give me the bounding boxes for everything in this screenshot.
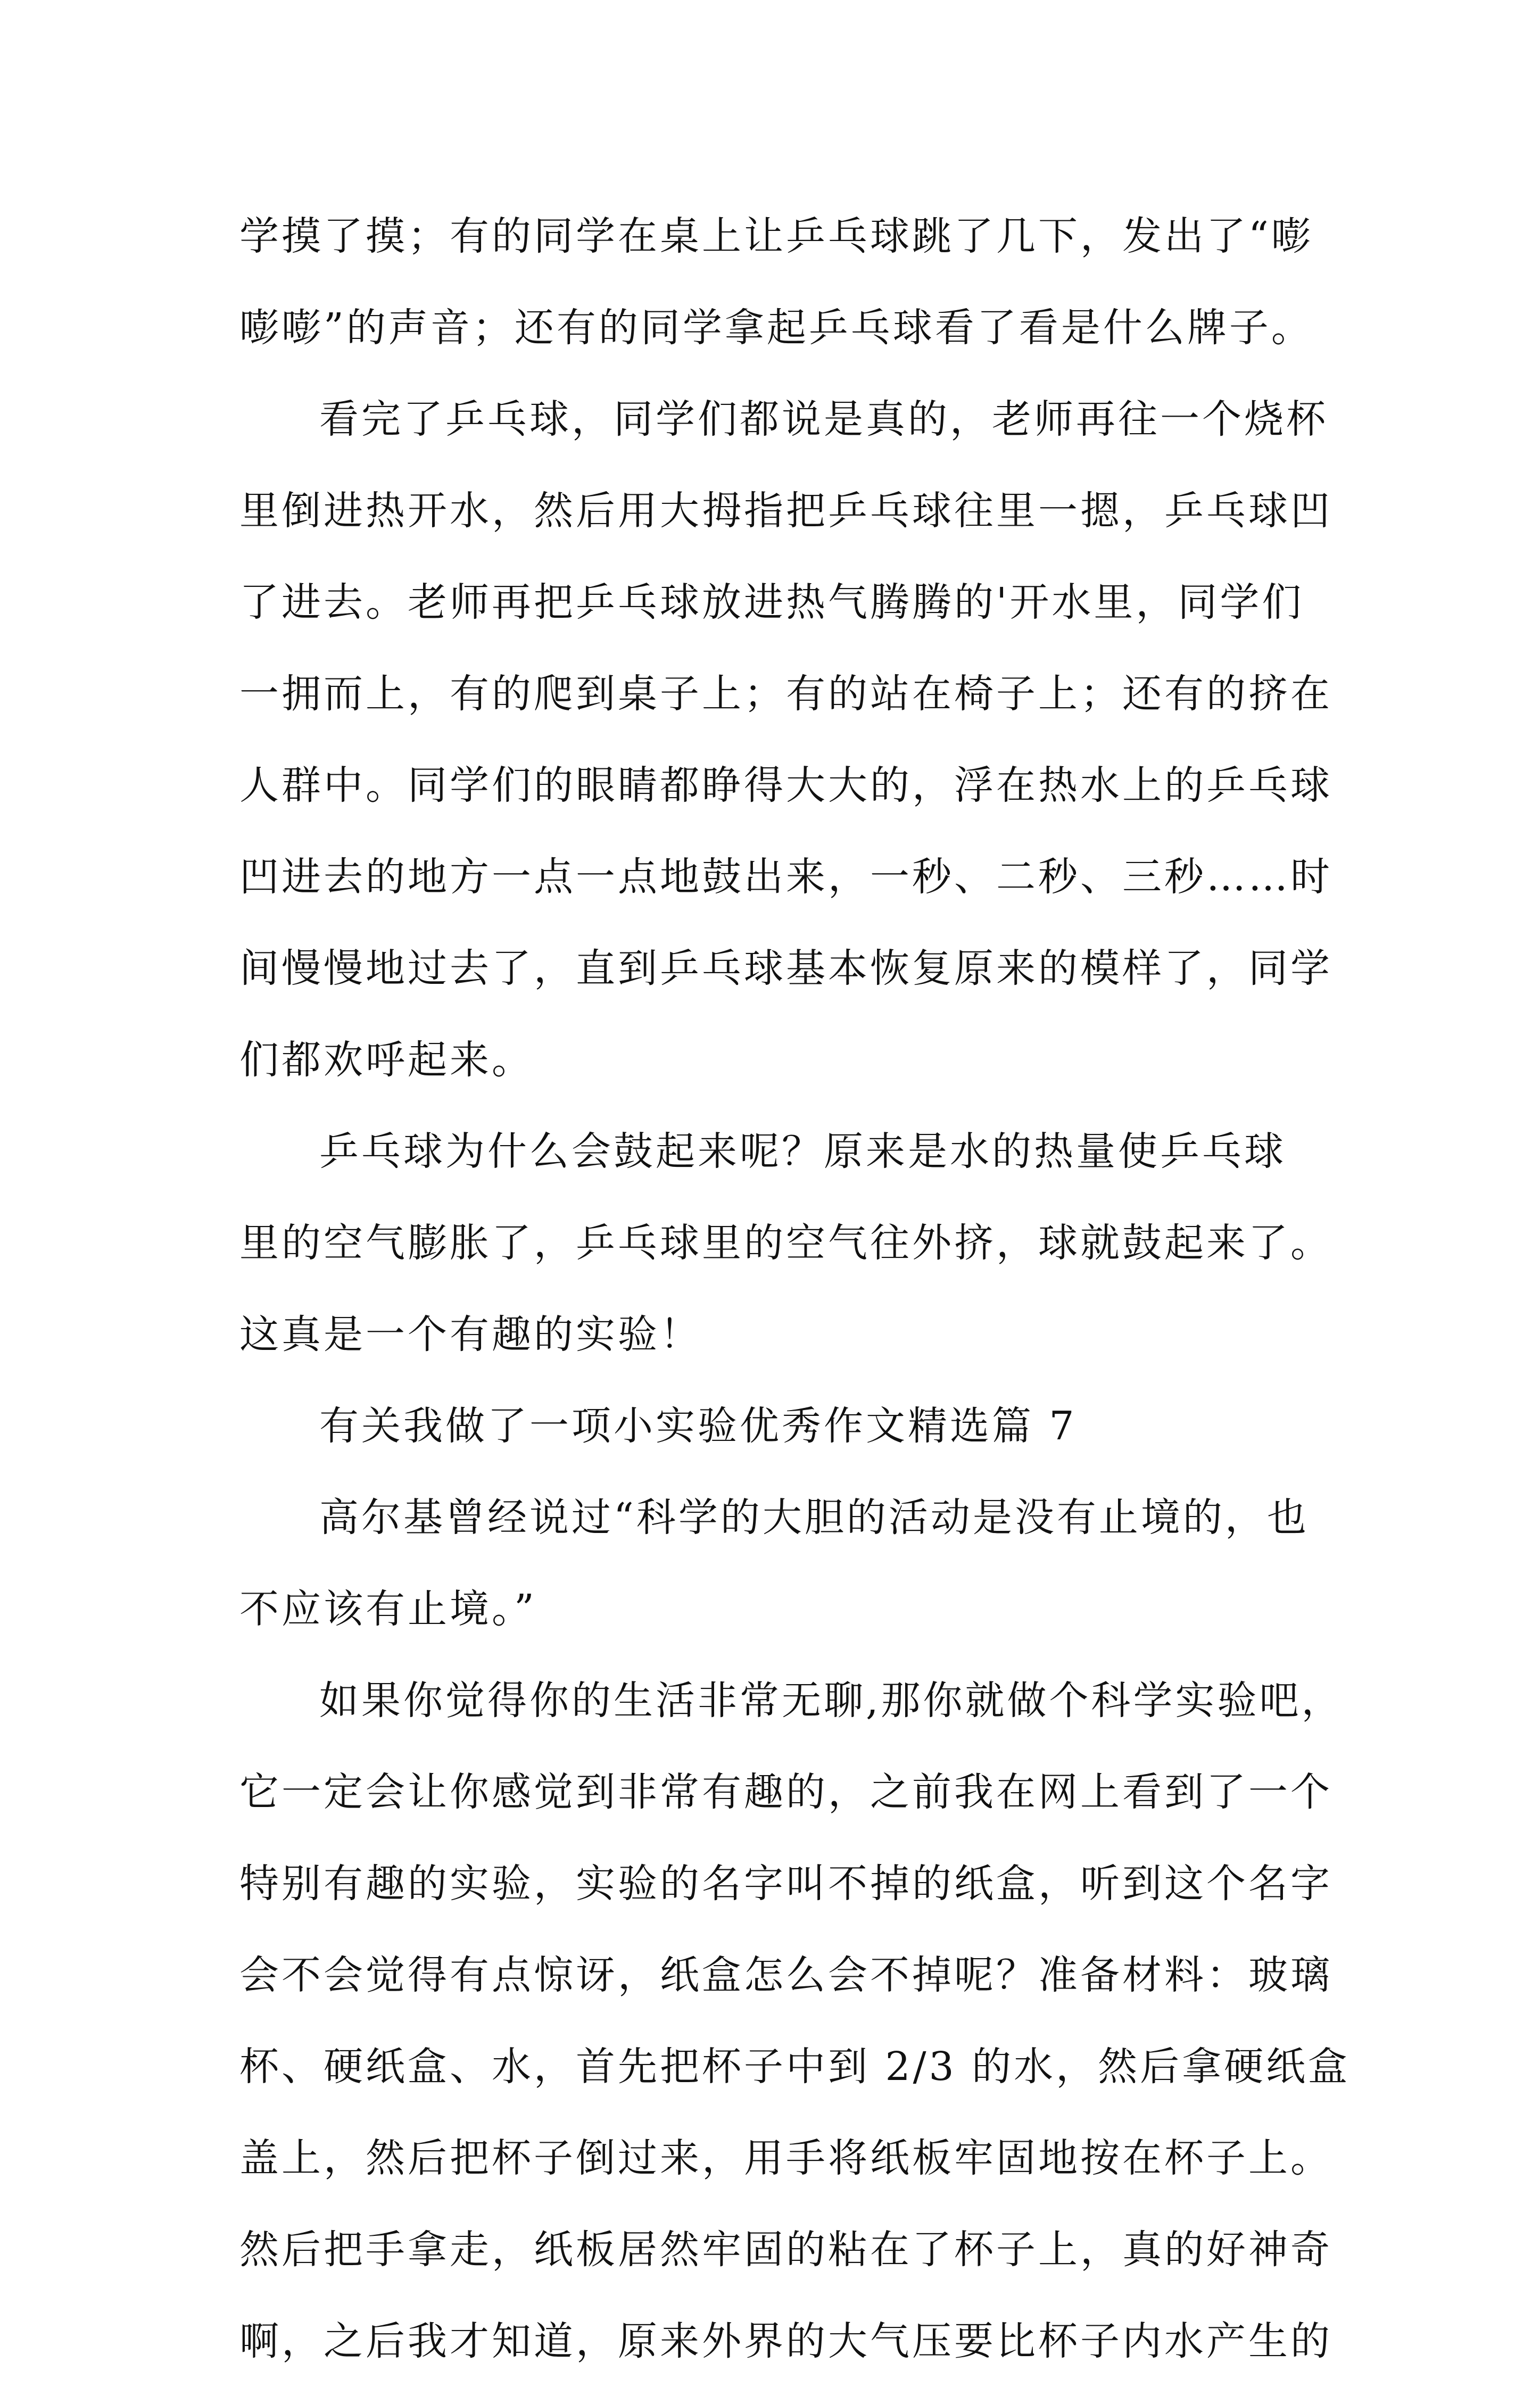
text-line: 人群中。同学们的眼睛都睁得大大的，浮在热水上的乒乓球 <box>239 762 1332 808</box>
text-line: 一拥而上，有的爬到桌子上；有的站在椅子上；还有的挤在 <box>239 671 1332 717</box>
section-heading: 有关我做了一项小实验优秀作文精选篇 7 <box>319 1403 1077 1449</box>
text-line: 会不会觉得有点惊讶，纸盒怎么会不掉呢？准备材料：玻璃 <box>239 1952 1332 1998</box>
text-line: 这真是一个有趣的实验！ <box>239 1312 702 1357</box>
text-line: 高尔基曾经说过“科学的大胆的活动是没有止境的，也 <box>319 1495 1309 1540</box>
text-line: 啊，之后我才知道，原来外界的大气压要比杯子内水产生的 <box>239 2318 1332 2364</box>
essay-body <box>239 190 1351 2387</box>
text-line: 如果你觉得你的生活非常无聊,那你就做个科学实验吧， <box>319 1678 1344 1723</box>
text-line: 里倒进热开水，然后用大拇指把乒乓球往里一摁，乒乓球凹 <box>239 488 1332 534</box>
text-line: 它一定会让你感觉到非常有趣的，之前我在网上看到了一个 <box>239 1769 1332 1815</box>
text-line: 特别有趣的实验，实验的名字叫不掉的纸盒，听到这个名字 <box>239 1861 1332 1907</box>
text-line: 间慢慢地过去了，直到乒乓球基本恢复原来的模样了，同学 <box>239 946 1332 991</box>
text-line: 们都欢呼起来。 <box>239 1037 534 1083</box>
text-line: 凹进去的地方一点一点地鼓出来，一秒、二秒、三秒……时 <box>239 854 1332 900</box>
text-line: 不应该有止境。” <box>239 1586 537 1632</box>
text-line: 学摸了摸；有的同学在桌上让乒乓球跳了几下，发出了“嘭 <box>239 213 1313 259</box>
text-line: 然后把手拿走，纸板居然牢固的粘在了杯子上，真的好神奇 <box>239 2227 1332 2273</box>
text-line: 了进去。老师再把乒乓球放进热气腾腾的'开水里，同学们 <box>239 579 1304 625</box>
text-line: 杯、硬纸盒、水，首先把杯子中到 2/3 的水，然后拿硬纸盒 <box>239 2044 1351 2090</box>
text-line: 看完了乒乓球，同学们都说是真的，老师再往一个烧杯 <box>319 396 1328 442</box>
text-line: 盖上，然后把杯子倒过来，用手将纸板牢固地按在杯子上。 <box>239 2135 1332 2181</box>
text-line: 乒乓球为什么会鼓起来呢？原来是水的热量使乒乓球 <box>319 1129 1286 1174</box>
text-line: 嘭嘭”的声音；还有的同学拿起乒乓球看了看是什么牌子。 <box>239 305 1313 351</box>
text-line: 里的空气膨胀了，乒乓球里的空气往外挤，球就鼓起来了。 <box>239 1220 1332 1266</box>
